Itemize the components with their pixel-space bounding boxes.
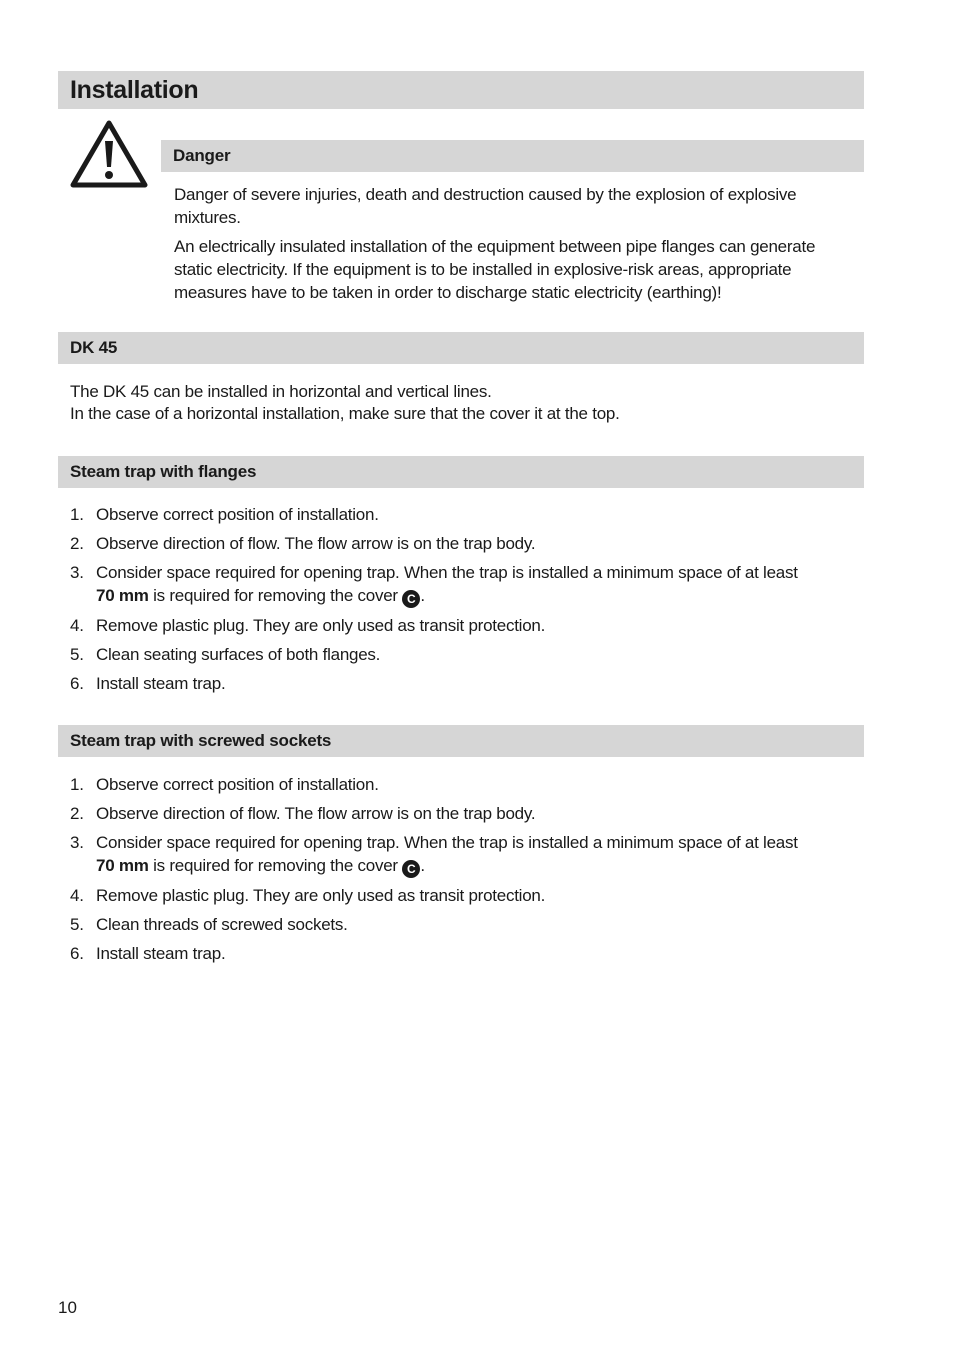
step-text: Consider space required for opening trap. When the trap is installed a minimum space of at least xyxy=(96,563,798,582)
danger-heading: Danger xyxy=(161,140,864,172)
step-number: 3. xyxy=(70,833,84,852)
step-text: Observe correct position of installation. xyxy=(96,775,379,794)
list-item xyxy=(70,503,866,526)
step-text: Consider space required for opening trap. When the trap is installed a minimum space of at least xyxy=(96,833,798,852)
list-item xyxy=(70,532,866,555)
step-bold-value: 70 mm xyxy=(96,586,149,605)
step-text: Observe direction of flow. The flow arrow is on the trap body. xyxy=(96,804,536,823)
step-end: . xyxy=(420,586,425,605)
step-text: Install steam trap. xyxy=(96,944,226,963)
step-text: Observe correct position of installation. xyxy=(96,505,379,524)
step-text: Remove plastic plug. They are only used as transit protection. xyxy=(96,616,546,635)
list-item xyxy=(70,561,866,608)
flanges-heading: Steam trap with flanges xyxy=(58,456,864,488)
step-number: 2. xyxy=(70,804,84,823)
step-bold-value: 70 mm xyxy=(96,856,149,875)
list-item xyxy=(70,884,866,907)
sockets-steps xyxy=(70,773,866,971)
danger-paragraph-1: Danger of severe injuries, death and destruction caused by the explosion of explosive mixtures. xyxy=(174,185,797,227)
dk45-heading: DK 45 xyxy=(58,332,864,364)
dk45-line-2: In the case of a horizontal installation, make sure that the cover it at the top. xyxy=(70,404,620,423)
step-number: 5. xyxy=(70,915,84,934)
step-number: 4. xyxy=(70,616,84,635)
cover-marker-icon: C xyxy=(402,590,420,608)
list-item xyxy=(70,614,866,637)
step-number: 1. xyxy=(70,505,84,524)
step-end: . xyxy=(420,856,425,875)
list-item xyxy=(70,913,866,936)
step-number: 3. xyxy=(70,563,84,582)
step-text: Clean threads of screwed sockets. xyxy=(96,915,348,934)
step-text: Clean seating surfaces of both flanges. xyxy=(96,645,381,664)
flanges-steps xyxy=(70,503,866,701)
sockets-heading: Steam trap with screwed sockets xyxy=(58,725,864,757)
step-number: 6. xyxy=(70,674,84,693)
dk45-line-1: The DK 45 can be installed in horizontal and vertical lines. xyxy=(70,382,492,401)
danger-paragraph-2: An electrically insulated installation of the equipment between pipe flanges can generate static electricity. If the equipment is to be installed in explosive-risk areas, appropriate measures have to be taken in order to discharge static electricity (earthing)! xyxy=(174,237,816,302)
step-number: 5. xyxy=(70,645,84,664)
step-text: Observe direction of flow. The flow arrow is on the trap body. xyxy=(96,534,536,553)
step-text: Remove plastic plug. They are only used as transit protection. xyxy=(96,886,546,905)
step-number: 1. xyxy=(70,775,84,794)
step-number: 2. xyxy=(70,534,84,553)
list-item xyxy=(70,773,866,796)
list-item xyxy=(70,831,866,878)
list-item xyxy=(70,643,866,666)
step-text: Install steam trap. xyxy=(96,674,226,693)
step-text: is required for removing the cover xyxy=(153,856,398,875)
page-title: Installation xyxy=(58,71,864,109)
step-number: 4. xyxy=(70,886,84,905)
warning-triangle-icon xyxy=(70,119,148,189)
step-number: 6. xyxy=(70,944,84,963)
list-item xyxy=(70,672,866,695)
list-item xyxy=(70,802,866,825)
list-item xyxy=(70,942,866,965)
cover-marker-icon: C xyxy=(402,860,420,878)
page-number: 10 xyxy=(58,1298,77,1317)
step-text: is required for removing the cover xyxy=(153,586,398,605)
